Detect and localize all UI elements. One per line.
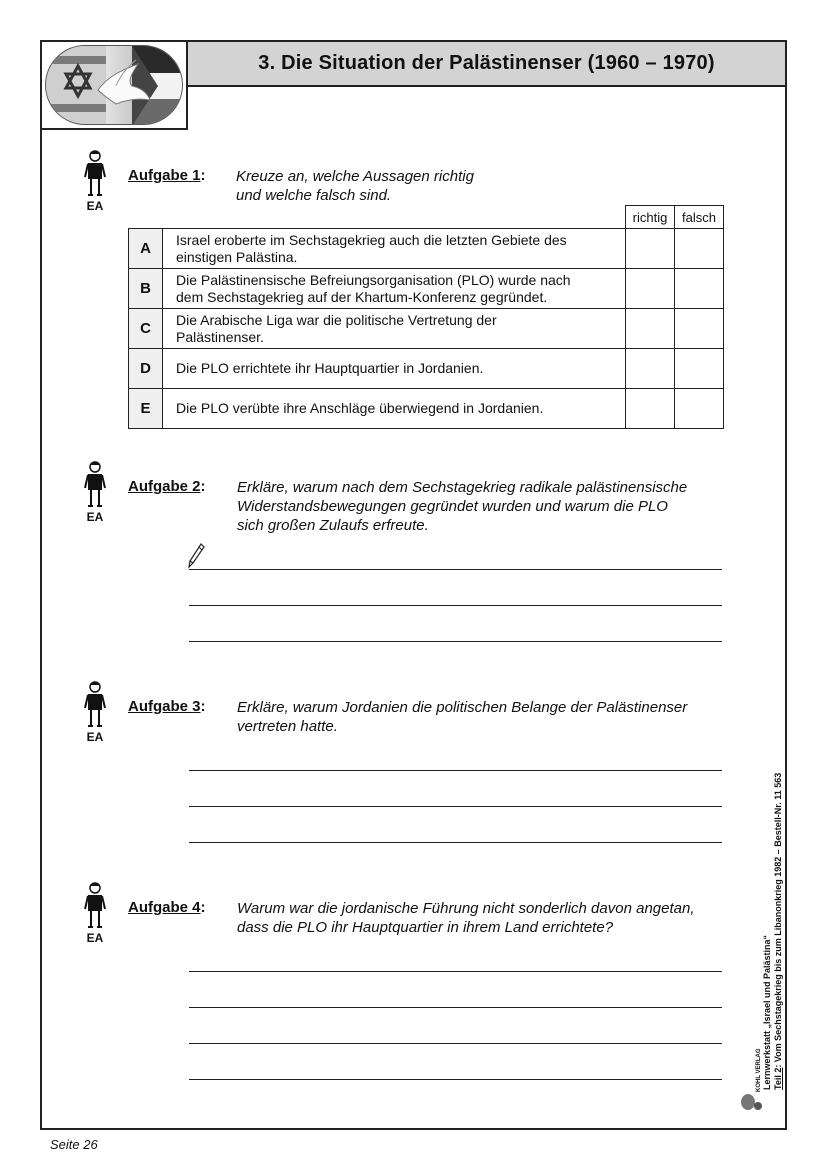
statement-text: Die PLO errichtete ihr Hauptquartier in Jordanien.	[163, 349, 626, 389]
row-letter: E	[129, 389, 163, 429]
column-header-false: falsch	[675, 206, 724, 229]
task-2-text: Erkläre, warum nach dem Sechstagekrieg radikale palästinensische Widerstandsbewegungen gegründet wurden und warum die PLO sich großen Zulaufs erfreute.	[237, 479, 688, 534]
checkbox-false[interactable]	[675, 269, 724, 309]
checkbox-true[interactable]	[626, 229, 675, 269]
sidebar-credits	[762, 670, 784, 1090]
checkbox-false[interactable]	[675, 389, 724, 429]
row-letter: A	[129, 229, 163, 269]
table-row	[129, 229, 724, 269]
row-letter: B	[129, 269, 163, 309]
statement-text: Die Palästinensische Befreiungsorganisation (PLO) wurde nach dem Sechstagekrieg auf der Khartum-Konferenz gegründet.	[163, 269, 626, 309]
page-number: Seite 26	[50, 1137, 98, 1152]
row-letter: C	[129, 309, 163, 349]
task-1-text: Kreuze an, welche Aussagen richtig und welche falsch sind.	[236, 168, 474, 204]
sidebar-series: Lernwerkstatt „Israel und Palästina“	[762, 934, 772, 1090]
work-form-label: EA	[86, 931, 104, 945]
work-form-label: EA	[86, 199, 104, 213]
header-logo	[40, 40, 188, 130]
answer-line[interactable]	[189, 842, 722, 843]
publisher-logo-icon	[740, 1048, 770, 1114]
row-letter: D	[129, 349, 163, 389]
statement-text: Die PLO verübte ihre Anschläge überwiegend in Jordanien.	[163, 389, 626, 429]
student-figure-4	[80, 881, 110, 945]
publisher-name: KOHL VERLAG	[756, 1048, 762, 1092]
statement-table	[128, 205, 724, 429]
person-icon	[83, 149, 107, 199]
student-figure-3	[80, 680, 110, 744]
answer-line[interactable]	[189, 605, 722, 606]
student-figure-1	[80, 149, 110, 213]
checkbox-true[interactable]	[626, 309, 675, 349]
statement-text: Die Arabische Liga war die politische Vertretung der Palästinenser.	[163, 309, 626, 349]
checkbox-true[interactable]	[626, 269, 675, 309]
task-2-label: Aufgabe 2:	[128, 478, 206, 495]
table-row	[129, 349, 724, 389]
student-figure-2	[80, 460, 110, 524]
checkbox-false[interactable]	[675, 229, 724, 269]
person-icon	[83, 460, 107, 510]
person-icon	[83, 680, 107, 730]
checkbox-true[interactable]	[626, 389, 675, 429]
task-4-text: Warum war die jordanische Führung nicht sonderlich davon angetan, dass die PLO ihr Hauptquartier in ihrem Land errichtete?	[237, 900, 695, 936]
answer-line[interactable]	[189, 1043, 722, 1044]
pencil-icon	[187, 543, 205, 569]
work-form-label: EA	[86, 730, 104, 744]
column-header-true: richtig	[626, 206, 675, 229]
person-icon	[83, 881, 107, 931]
answer-line[interactable]	[189, 770, 722, 771]
statement-text: Israel eroberte im Sechstagekrieg auch die letzten Gebiete des einstigen Palästina.	[163, 229, 626, 269]
work-form-label: EA	[86, 510, 104, 524]
task-3-text: Erkläre, warum Jordanien die politischen Belange der Palästinenser vertreten hatte.	[237, 699, 688, 735]
sidebar-part: Teil 2: Vom Sechstagekrieg bis zum Libanonkrieg 1982 – Bestell-Nr. 11 563	[773, 772, 783, 1090]
answer-line[interactable]	[189, 1007, 722, 1008]
answer-line[interactable]	[189, 971, 722, 972]
table-row	[129, 269, 724, 309]
checkbox-false[interactable]	[675, 309, 724, 349]
answer-line[interactable]	[189, 1079, 722, 1080]
publisher-logo	[740, 1048, 770, 1114]
answer-line[interactable]	[189, 806, 722, 807]
israel-palestine-dove-image	[45, 45, 183, 125]
task-3-label: Aufgabe 3:	[128, 698, 206, 715]
page-title: 3. Die Situation der Palästinenser (1960 – 1970)	[258, 52, 715, 74]
title-bar	[186, 40, 787, 87]
task-1-label: Aufgabe 1:	[128, 167, 206, 184]
answer-line[interactable]	[189, 569, 722, 570]
table-row	[129, 309, 724, 349]
checkbox-true[interactable]	[626, 349, 675, 389]
table-row	[129, 389, 724, 429]
checkbox-false[interactable]	[675, 349, 724, 389]
answer-line[interactable]	[189, 641, 722, 642]
task-4-label: Aufgabe 4:	[128, 899, 206, 916]
